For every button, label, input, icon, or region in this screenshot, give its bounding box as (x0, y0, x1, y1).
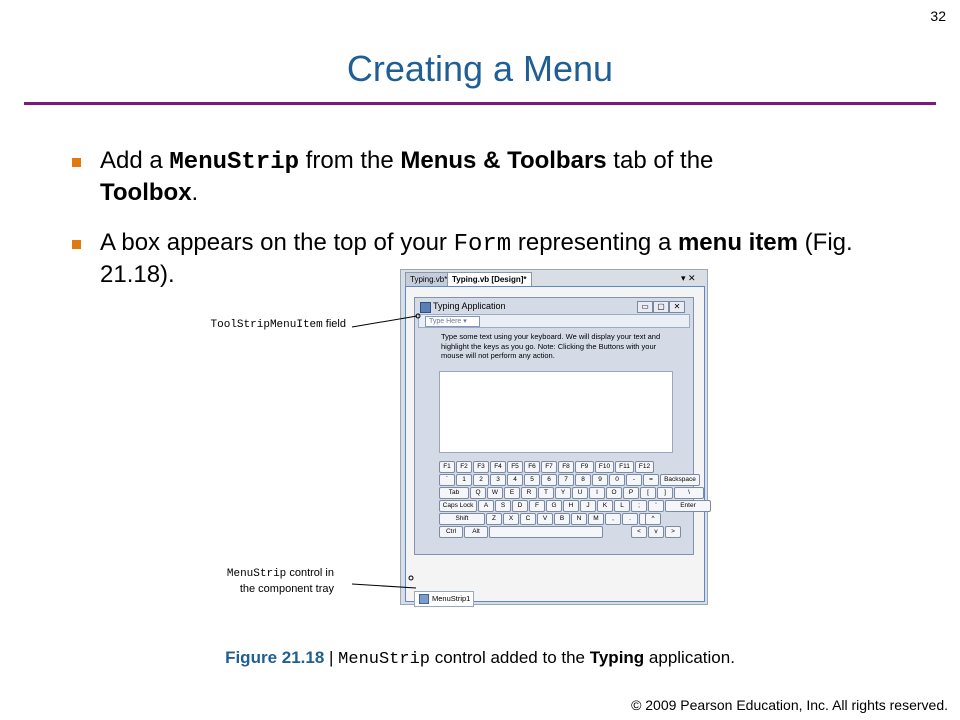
keyboard-key[interactable]: Z (486, 513, 502, 525)
keyboard-key[interactable]: K (597, 500, 613, 512)
keyboard-key[interactable]: 7 (558, 474, 574, 486)
keyboard-key[interactable]: = (643, 474, 659, 486)
caption-text: application. (644, 648, 735, 667)
keyboard-key[interactable]: M (588, 513, 604, 525)
keyboard-key[interactable] (489, 526, 603, 538)
tab-controls[interactable]: ▾ ✕ (681, 273, 696, 283)
keyboard-key[interactable]: 2 (473, 474, 489, 486)
keyboard-key[interactable]: Y (555, 487, 571, 499)
keyboard-key[interactable]: 1 (456, 474, 472, 486)
keyboard-key[interactable]: Shift (439, 513, 485, 525)
keyboard-key[interactable]: ' (648, 500, 664, 512)
bullet-text: MenuStrip (169, 149, 300, 176)
figure-caption (0, 648, 960, 669)
type-here-field[interactable]: Type Here ▾ (425, 316, 480, 327)
tray-item-label: MenuStrip1 (432, 594, 471, 603)
bullet-marker (72, 158, 81, 167)
keyboard-key[interactable]: Q (470, 487, 486, 499)
keyboard-key[interactable]: . (622, 513, 638, 525)
keyboard-key[interactable]: T (538, 487, 554, 499)
copyright-footer: © 2009 Pearson Education, Inc. All rights reserved. (631, 697, 948, 713)
bullet-text: representing a (511, 229, 678, 256)
keyboard-key[interactable]: \ (674, 487, 704, 499)
type-here-label: Type Here (429, 318, 462, 325)
keyboard-key[interactable]: J (580, 500, 596, 512)
bullet-marker (72, 240, 81, 249)
menustrip-callout (150, 566, 334, 597)
design-surface (405, 286, 705, 602)
keyboard-key[interactable]: G (546, 500, 562, 512)
keyboard-key[interactable]: F4 (490, 461, 506, 473)
bullet-text: menu item (677, 229, 798, 256)
keyboard-key[interactable]: 5 (524, 474, 540, 486)
slide-number: 32 (930, 8, 946, 24)
keyboard-key[interactable]: 8 (575, 474, 591, 486)
keyboard-key[interactable]: I (589, 487, 605, 499)
keyboard-key[interactable]: F10 (595, 461, 614, 473)
caption-separator: | (324, 648, 339, 667)
keyboard-key[interactable]: ] (657, 487, 673, 499)
bullet-text: Form (453, 231, 512, 258)
callout-text: field (322, 318, 346, 330)
keyboard-key[interactable]: F (529, 500, 545, 512)
keyboard-key[interactable]: F3 (473, 461, 489, 473)
callout-code: ToolStripMenuItem (210, 319, 323, 331)
keyboard-key[interactable]: D (512, 500, 528, 512)
minimize-button[interactable]: ▭ (637, 301, 653, 313)
keyboard-key[interactable]: F12 (635, 461, 654, 473)
bullet-text: tab of the (606, 147, 714, 174)
keyboard-key[interactable]: U (572, 487, 588, 499)
keyboard-key[interactable]: , (605, 513, 621, 525)
caption-bold: Typing (589, 648, 645, 667)
keyboard-key[interactable]: - (626, 474, 642, 486)
keyboard (415, 298, 696, 554)
caption-text: control added to the (430, 648, 590, 667)
keyboard-key[interactable]: F2 (456, 461, 472, 473)
instructions-label: Type some text using your keyboard. We will display your text and highlight the keys as you go. Note: Clicking the Buttons with your mouse will not perform any action. (441, 332, 661, 360)
keyboard-key[interactable]: L (614, 500, 630, 512)
bullet-text: from the (299, 147, 401, 174)
keyboard-key[interactable]: W (487, 487, 503, 499)
bullet-1 (100, 146, 720, 208)
tab-code[interactable]: Typing.vb* (405, 272, 452, 287)
callout-text: the component tray (239, 583, 334, 595)
keyboard-key[interactable]: N (571, 513, 587, 525)
keyboard-key[interactable]: 3 (490, 474, 506, 486)
keyboard-key[interactable]: < (631, 526, 647, 538)
keyboard-key[interactable]: 9 (592, 474, 608, 486)
form-title: Typing Application (433, 301, 506, 311)
keyboard-key[interactable]: E (504, 487, 520, 499)
ide-screenshot (400, 269, 708, 605)
keyboard-key[interactable]: ` (439, 474, 455, 486)
keyboard-key[interactable]: C (520, 513, 536, 525)
keyboard-key[interactable]: F8 (558, 461, 574, 473)
keyboard-key[interactable]: V (537, 513, 553, 525)
component-tray-menustrip[interactable] (414, 591, 474, 607)
keyboard-key[interactable]: A (478, 500, 494, 512)
keyboard-key[interactable]: 6 (541, 474, 557, 486)
keyboard-key[interactable]: 0 (609, 474, 625, 486)
slide-title: Creating a Menu (346, 48, 614, 89)
caption-code: MenuStrip (338, 650, 430, 669)
bullet-text: A box appears on the top of your (100, 229, 454, 256)
keyboard-key[interactable]: B (554, 513, 570, 525)
keyboard-key[interactable]: Backspace (660, 474, 700, 486)
keyboard-key[interactable]: P (623, 487, 639, 499)
bullet-text: . (191, 179, 199, 206)
toolstripmenuitem-callout (150, 317, 346, 333)
keyboard-key[interactable]: R (521, 487, 537, 499)
keyboard-key[interactable]: v (648, 526, 664, 538)
keyboard-key[interactable]: F1 (439, 461, 455, 473)
tab-design[interactable]: Typing.vb [Design]* (447, 272, 532, 287)
keyboard-key[interactable]: F9 (575, 461, 594, 473)
keyboard-key[interactable]: F5 (507, 461, 523, 473)
keyboard-key[interactable]: Caps Lock (439, 500, 477, 512)
keyboard-key[interactable]: ^ (645, 513, 661, 525)
callout-text: control in (286, 567, 334, 579)
keyboard-key[interactable]: ; (631, 500, 647, 512)
keyboard-key[interactable]: Alt (464, 526, 488, 538)
keyboard-key[interactable]: [ (640, 487, 656, 499)
typing-form[interactable] (414, 297, 694, 555)
keyboard-key[interactable]: X (503, 513, 519, 525)
keyboard-key[interactable]: H (563, 500, 579, 512)
bullet-text: Toolbox (100, 179, 192, 206)
keyboard-key[interactable]: F11 (615, 461, 634, 473)
figure-label: Figure 21.18 (225, 648, 325, 667)
maximize-button[interactable]: ▢ (653, 301, 669, 313)
bullet-text: Menus & Toolbars (400, 147, 607, 174)
keyboard-key[interactable]: O (606, 487, 622, 499)
keyboard-key[interactable]: Tab (439, 487, 469, 499)
keyboard-key[interactable]: S (495, 500, 511, 512)
callout-code: MenuStrip (226, 568, 287, 580)
title-divider (24, 102, 936, 105)
keyboard-key[interactable]: F6 (524, 461, 540, 473)
bullet-text: Add a (100, 147, 170, 174)
bullet-text: (Fig. 21.18). (100, 229, 853, 288)
keyboard-key[interactable]: > (665, 526, 681, 538)
menustrip-icon (419, 594, 429, 604)
keyboard-key[interactable]: 4 (507, 474, 523, 486)
keyboard-key[interactable]: F7 (541, 461, 557, 473)
keyboard-key[interactable]: Enter (665, 500, 711, 512)
keyboard-key[interactable]: Ctrl (439, 526, 463, 538)
close-button[interactable]: ✕ (669, 301, 685, 313)
